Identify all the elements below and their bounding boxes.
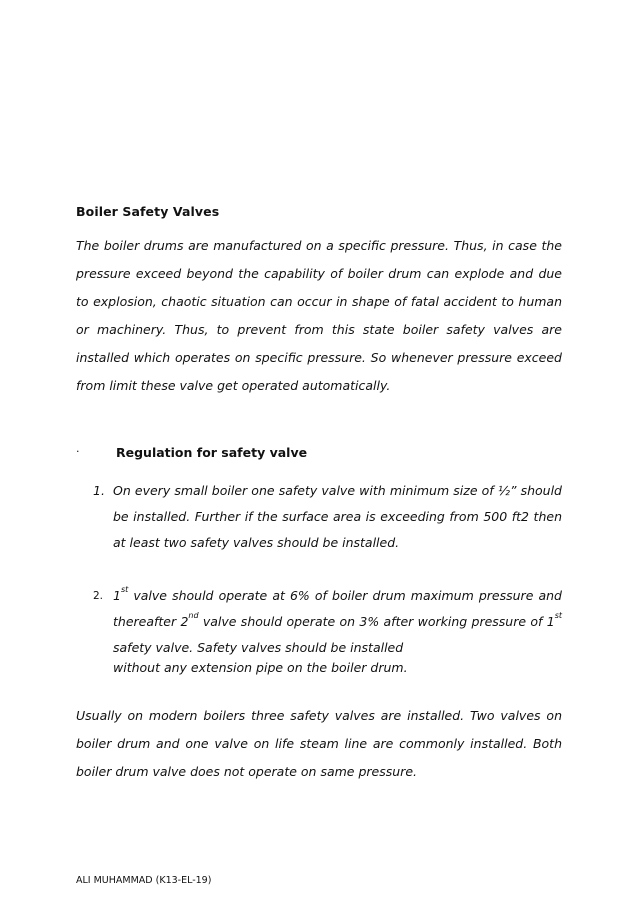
- list-item-2-sup3: st: [554, 610, 562, 620]
- list-item-2-part5: without any extension pipe on the boiler drum.: [113, 660, 408, 675]
- list-item-2-number: 2.: [93, 590, 104, 602]
- page-footer: ALI MUHAMMAD (K13-EL-19): [76, 875, 212, 886]
- list-item-2-sup1: st: [120, 584, 129, 594]
- list-item-2-part1: 1: [113, 588, 121, 603]
- bullet-dot-icon: ·: [76, 445, 80, 458]
- closing-paragraph: Usually on modern boilers three safety valves are installed. Two valves on boiler drum and one valve on life steam line are commonly installed. Both boiler drum valve does not operate on same pressure.: [76, 708, 562, 779]
- list-item-2-part2: valve should operate at 6% of boiler drum maximum pressure and thereafter 2: [113, 588, 562, 629]
- list-item-2-sup2: nd: [188, 610, 199, 620]
- list-item-1-text: On every small boiler one safety valve with minimum size of ½” should be installed. Further if the surface area is exceeding from 500 ft2 then at least two safety valves should be installed.: [113, 483, 562, 550]
- list-item-2-part4: safety valve. Safety valves should be installed: [113, 640, 404, 655]
- list-item-1-number: 1.: [93, 483, 105, 498]
- section-heading: Boiler Safety Valves: [76, 204, 220, 219]
- list-item-2-text: [113, 583, 562, 677]
- list-item-2-part3: valve should operate on 3% after working pressure of 1: [198, 614, 555, 629]
- intro-paragraph: The boiler drums are manufactured on a specific pressure. Thus, in case the pressure exceed beyond the capability of boiler drum can explode and due to explosion, chaotic situation can occur in shape of fatal accident to human or machinery. Thus, to prevent from this state boiler safety valves are installed which operates on specific pressure. So whenever pressure exceed from limit these valve get operated automatically.: [76, 238, 562, 393]
- bullet-heading: Regulation for safety valve: [116, 445, 308, 460]
